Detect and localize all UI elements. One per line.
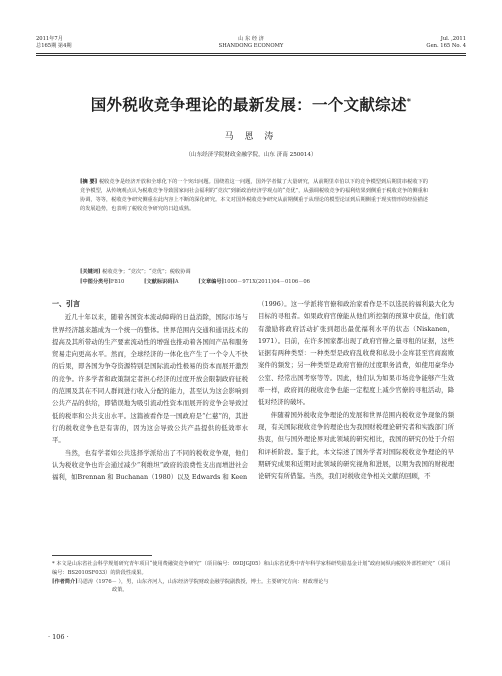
header-rule [36, 53, 466, 54]
doc-value: A [174, 279, 179, 285]
article-title [36, 93, 466, 115]
affiliation: （山东经济学院财政金融学院，山东 济南 250014） [185, 152, 317, 158]
author-bio-continued: 政策。 [112, 587, 128, 594]
keywords [80, 268, 428, 277]
classification-line [80, 278, 428, 287]
author-name: 马 恩 涛 [224, 132, 278, 142]
intro-paragraph-2: 当然，也有学者如公共选择学派给出了不同的税收竞争观，他们认为税收竞争也许会通过减少“利维坦”政府的浪费性支出而增进社会福利，如Brennan 和 Buchanan（1980）以及 Edwards 和 Keen [52, 448, 248, 482]
doc-code [144, 279, 179, 285]
intro-paragraph-3: （1996）。这一学派将官僚和政治家看作是不以选民的福利最大化为目标的寻租者。如果政府官僚能从他们所控制的预算中获益，他们就有激励将政府活动扩张到超出最优福利水平的状态（Niskanen，1971）。目前，在许多国家都出现了政府官僚之量寻租的证据，这些证据有两种类型：一种类型是政府乱收费和私设小金库甚至官商腐败案件的频发；另一种类型是政府官僚的过度职务消费，如使用豪华办公室、经常出国考察等等。因此，他们认为如果市场竞争能够产生效率一样，政府间的税收竞争也能一定程度上减少官僚的寻租活动，降低对经济的破坏。 [258, 300, 454, 407]
body-left-column [52, 298, 248, 483]
clc-label: [中图分类号] [80, 279, 111, 285]
title-footnote-mark: * [406, 95, 412, 106]
clc-code [80, 279, 124, 285]
abstract-label: [摘 要] [80, 179, 98, 185]
header-rule-thin [36, 55, 466, 56]
header-right [426, 36, 466, 50]
header-date-en: Jul. ,2011 [440, 36, 466, 42]
footnote-rule [52, 555, 152, 556]
author-bio-text: 马恩涛（1976－ ），男，山东齐河人，山东经济学院财政金融学院副教授，博士。主要研究方向：财政理论与 [77, 578, 329, 585]
doc-label: [文献标识码] [144, 279, 175, 285]
footnotes [52, 560, 454, 595]
page-number: · 106 · [48, 633, 69, 641]
article-value: 1000－971X(2011)04－0106－06 [223, 279, 310, 285]
title-text: 国外税收竞争理论的最新发展：一个文献综述 [90, 95, 407, 114]
header-date: 2011年7月 [36, 36, 63, 42]
keywords-label: [关键词] [80, 269, 101, 275]
journal-name-cn: 山 东 经 济 [238, 36, 264, 42]
author-bio [52, 578, 454, 587]
body-right-column [258, 298, 454, 482]
article-label: [文章编号] [198, 279, 224, 285]
article-number [198, 279, 310, 285]
header-center [36, 36, 466, 50]
clc-value: F810 [110, 279, 125, 285]
funding-note: * 本文是山东省社会科学规划研究青年项目“使用费融资竞争研究”（项目编号：09DJGJ05）和山东省优秀中青年科学家科研奖励基金计划“政府间纵向税收外部性研究”（项目编号：BS2010SF033）的阶段性成果。 [52, 561, 451, 576]
abstract-text: 税收竞争是经济开放和全球化下的一个突出问题。国绕着这一问题，国外学者做了大量研究，从前期里卓伯以下的竞争模型到后期贯串税收下的竞争模型，从传统观点认为税收竞争导致国家间社会福利的“竞次”到新政治经济学观点的“竞优”，从强调税收竞争的福利结果到侧重于税收竞争的侧重和协调，等等，税收竞争研究侧重在此内容上不断的深化研究。本文对国外税收竞争研究从前期侧重于从理论的模型论证到后期侧重于现实情形的经验描述的发展趋势，也表明了税收竞争研究的日趋成熟。 [80, 179, 428, 213]
author-bio-label: [作者简介] [52, 578, 78, 585]
section-heading-intro: 一、引言 [52, 299, 80, 308]
keywords-text: 税收竞争；“竞次”；“竞优”；税收协调 [102, 269, 191, 275]
header-issue: 总165期 第4期 [36, 43, 72, 49]
intro-paragraph-4: 伴随着国外税收竞争理论的发展和世界范围内税收竞争现象的频现，有关国际税收竞争的理论也为我国财税理论研究者和实践部门所热衷，但与国外理论界对此领域的研究相比，我国的研究仍处于介绍和评析阶段。鉴于此，本文综述了国外学者对国际税收竞争理论的早期研究成果和近期对此领域的研究视角和进展，以期为我国的财税理论研究有所借鉴。当然，我们对税收竞争相关文献的回顾，不 [258, 410, 454, 481]
journal-name-en: SHANDONG ECONOMY [218, 43, 284, 49]
intro-paragraph-1: 近几十年以来，随着各国资本流动障碍的日益消除，国际市场与世界经济越来越成为一个统一的整体。世界范围内交通和通讯技术的提高及其所带动的生产要素流动性的增强也推动着各国间产品和服务贸易走向更高水平。然而，全球经济的一体化也产生了一个令人不快的后果，即各国为争夺资源特别是国际流动性极易的资本而展开激烈的竞争。许多学者和政策制定者担心经济的过度开放会限制政府征税的范围及其在不同人群间进行收入分配的能力，甚至认为这会影响到公共产品的供给，即错误地为吸引流动性资本而展开的竞争会导致过低的税率和公共支出水平。这篇被看作是一国政府是“仁慈”的，其进行的税收竞争也是有害的，因为这会导致公共产品提供的低效率水平。 [52, 313, 248, 445]
header-issue-en: Gen. 165 No. 4 [426, 43, 466, 49]
abstract [80, 178, 428, 214]
